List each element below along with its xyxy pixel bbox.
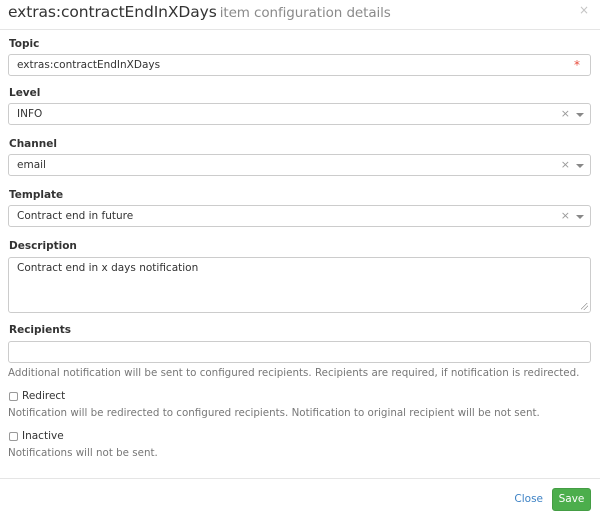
channel-value: email: [17, 159, 46, 171]
recipients-help: Additional notification will be sent to configured recipients. Recipients are required, if notification is redirected.: [8, 367, 580, 379]
modal-footer: [0, 478, 600, 514]
close-icon[interactable]: ×: [578, 3, 589, 17]
modal-header: [0, 0, 600, 30]
recipients-input[interactable]: [8, 341, 591, 363]
clear-icon[interactable]: ×: [560, 107, 570, 120]
caret-down-icon[interactable]: [576, 164, 584, 168]
close-button[interactable]: Close: [514, 493, 543, 505]
channel-select[interactable]: [8, 154, 591, 176]
template-label: Template: [9, 189, 64, 201]
title-subtitle: item configuration details: [219, 5, 391, 21]
inactive-label[interactable]: Inactive: [22, 430, 64, 442]
inactive-checkbox[interactable]: [9, 432, 18, 441]
level-select[interactable]: [8, 103, 591, 125]
recipients-label: Recipients: [9, 324, 72, 336]
asterisk-icon: *: [574, 58, 580, 72]
redirect-label[interactable]: Redirect: [22, 390, 66, 402]
topic-value: extras:contractEndInXDays: [17, 59, 161, 71]
description-textarea[interactable]: [8, 257, 591, 313]
description-label: Description: [9, 240, 77, 252]
topic-label: Topic: [9, 38, 40, 50]
channel-label: Channel: [9, 138, 57, 150]
level-label: Level: [9, 87, 41, 99]
clear-icon[interactable]: ×: [560, 209, 570, 222]
clear-icon[interactable]: ×: [560, 158, 570, 171]
inactive-help: Notifications will not be sent.: [8, 447, 158, 459]
redirect-help: Notification will be redirected to configured recipients. Notification to original recipient will be not sent.: [8, 407, 540, 419]
template-select[interactable]: [8, 205, 591, 227]
resize-handle-icon[interactable]: [581, 303, 588, 310]
save-button[interactable]: Save: [552, 488, 591, 511]
caret-down-icon[interactable]: [576, 215, 584, 219]
topic-input[interactable]: [8, 54, 591, 76]
modal-title: [8, 3, 391, 21]
redirect-checkbox[interactable]: [9, 392, 18, 401]
title-text: extras:contractEndInXDays: [8, 3, 217, 21]
template-value: Contract end in future: [17, 210, 134, 222]
description-value: Contract end in x days notification: [17, 262, 199, 274]
level-value: INFO: [17, 108, 43, 120]
caret-down-icon[interactable]: [576, 113, 584, 117]
